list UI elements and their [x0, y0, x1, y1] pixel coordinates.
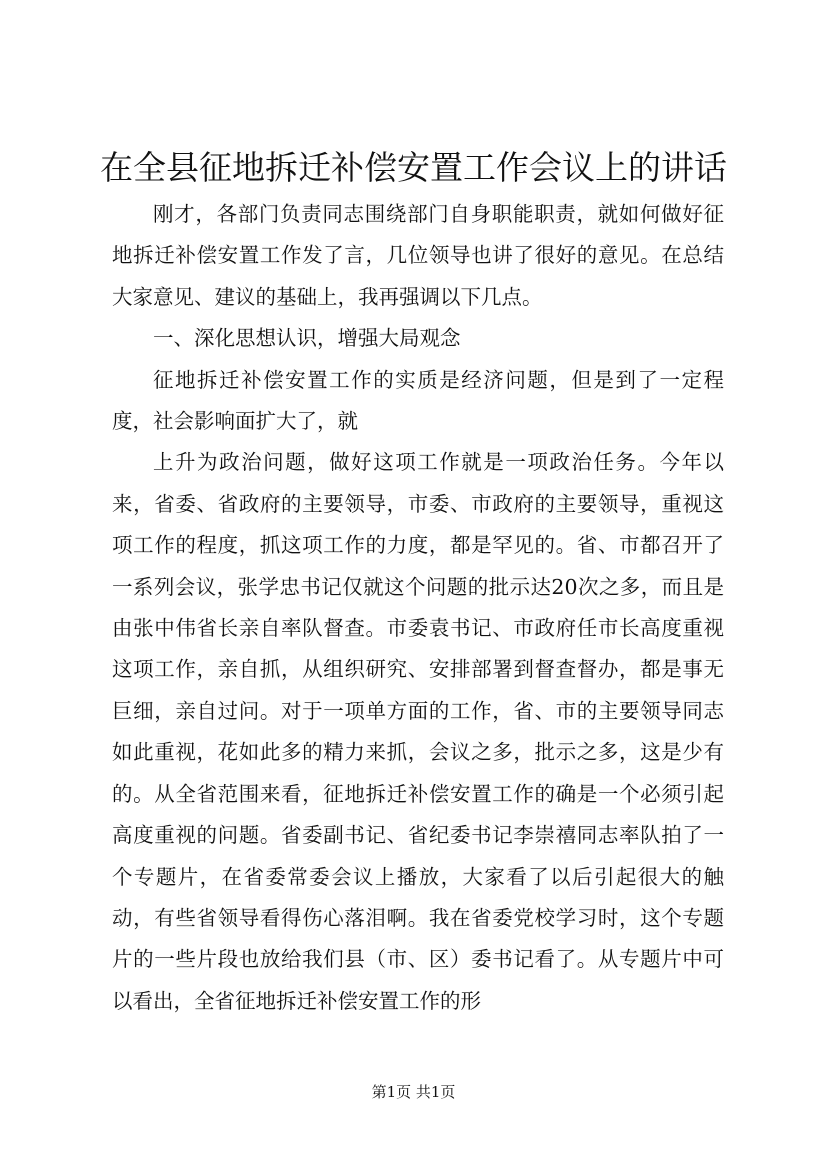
paragraph-essence: 征地拆迁补偿安置工作的实质是经济问题，但是到了一定程度，社会影响面扩大了，就: [112, 367, 724, 434]
paragraph-intro: 刚才，各部门负责同志围绕部门自身职能职责，就如何做好征地拆迁补偿安置工作发了言，几位领导也讲了很好的意见。在总结大家意见、建议的基础上，我再强调以下几点。: [112, 202, 724, 309]
page-footer: 第1页 共1页: [371, 1083, 456, 1101]
paragraph-politics: 上升为政治问题，做好这项工作就是一项政治任务。今年以来，省委、省政府的主要领导，市委、市政府的主要领导，重视这项工作的程度，抓这项工作的力度，都是罕见的。省、市都召开了一系列会议，张学忠书记仅就这个问题的批示达20次之多，而且是由张中伟省长亲自率队督查。市委袁书记、市政府任市长高度重视这项工作，亲自抓，从组织研究、安排部署到督查督办，都是事无巨细，亲自过问。对于一项单方面的工作，省、市的主要领导同志如此重视，花如此多的精力来抓，会议之多，批示之多，这是少有的。从全省范围来看，征地拆迁补偿安置工作的确是一个必须引起高度重视的问题。省委副书记、省纪委书记李崇禧同志率队拍了一个专题片，在省委常委会议上播放，大家看了以后引起很大的触动，有些省领导看得伤心落泪啊。我在省委党校学习时，这个专题片的一些片段也放给我们县（市、区）委书记看了。从专题片中可以看出，全省征地拆迁补偿安置工作的形: [112, 450, 724, 1013]
section-heading-1: 一、深化思想认识，增强大局观念: [153, 326, 461, 351]
document-body: [112, 194, 724, 1022]
document-title: 在全县征地拆迁补偿安置工作会议上的讲话: [100, 148, 727, 187]
